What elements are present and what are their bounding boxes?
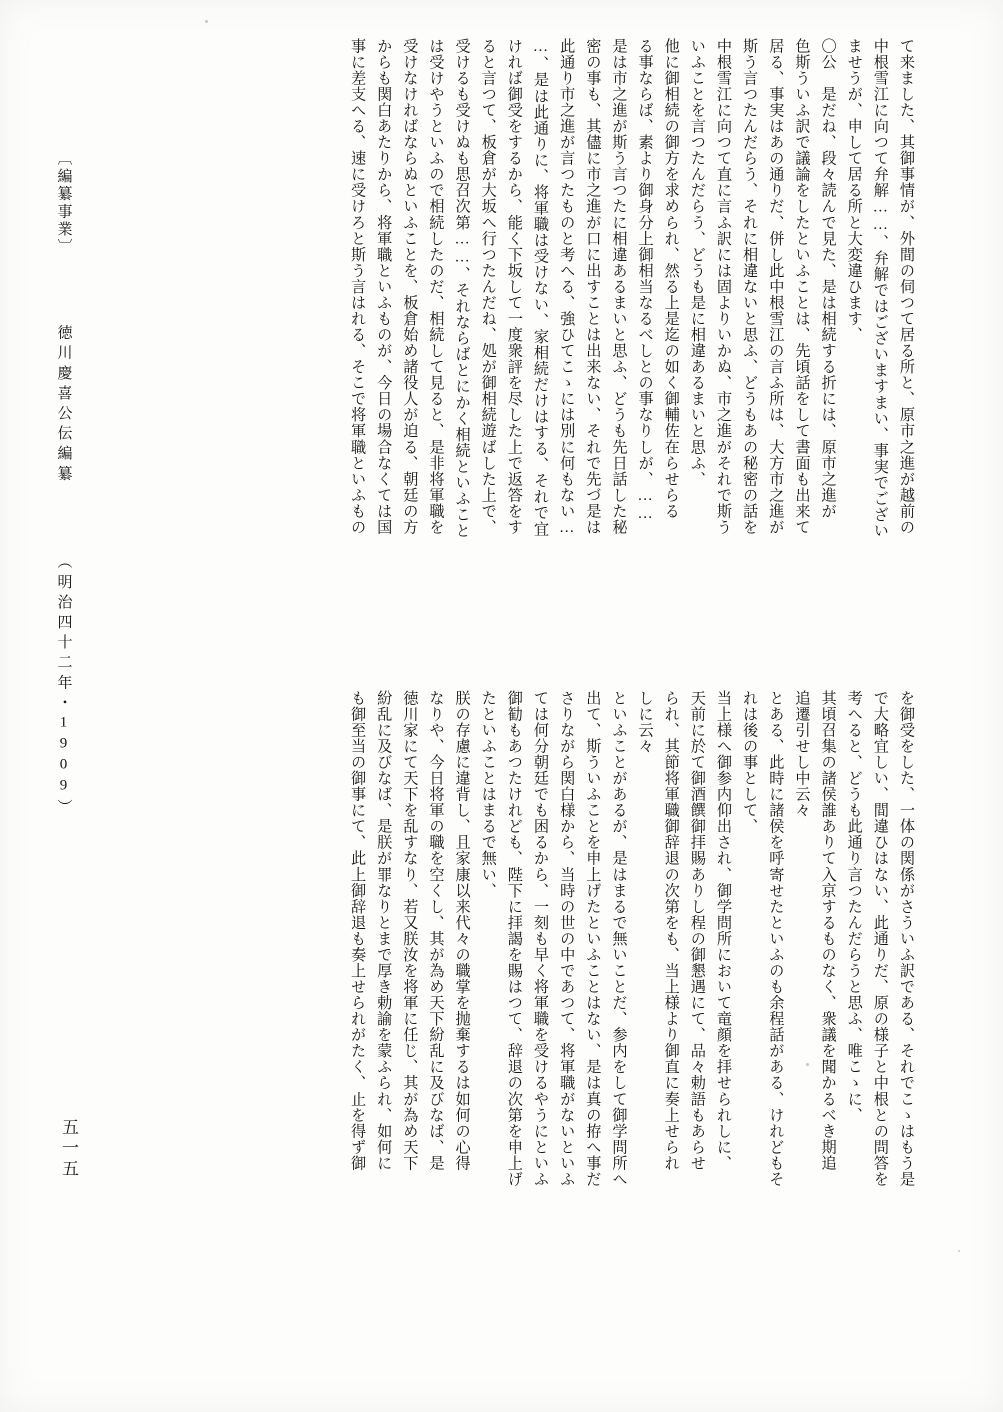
text-column: 中根雪江に向つて弁解……、弁解ではございますまい、事実でござい xyxy=(871,38,889,539)
text-column: 天前に於て御酒饌御拝賜ありし程の御懇遇にて、品々勅語もあらせ xyxy=(688,690,706,1172)
text-column: 徳川家にて天下を乱すなり、若又朕汝を将軍に任じ、其が為め天下 xyxy=(401,690,419,1172)
text-column: とある、此時に諸侯を呼寄せたといふのも余程話がある、けれどもそ xyxy=(767,690,785,1188)
text-column: 受けるも受けぬも思召次第……、それならばとにかく相続といふこと xyxy=(453,38,471,539)
text-column: ければ御受をするから、能く下坂して一度衆評を尽した上で返答をす xyxy=(505,38,523,536)
text-column: で大略宜しい、間違ひはない、此通りだ、原の様子と中根との問答を xyxy=(871,690,889,1188)
text-column: さりながら関白様から、当時の世の中であつて、将軍職がないといふ xyxy=(558,690,576,1188)
text-column: 中根雪江に向つて直に言ふ訳には固よりいかぬ、市之進がそれで斯う xyxy=(715,38,733,536)
text-column: ると言つて、板倉が大坂へ行つたんだね、処が御相続遊ばした上で、 xyxy=(479,38,497,536)
text-column: 是は市之進が斯う言つたに相違あるまいと思ふ、どうも先日話した秘 xyxy=(610,38,628,536)
text-column: 朕の存慮に違背し、且家康以来代々の職掌を抛棄するは如何の心得 xyxy=(453,690,471,1172)
text-column: ては何分朝廷でも困るから、一刻も早く将軍職を受けるやうにといふ xyxy=(532,690,550,1188)
body-text-lower xyxy=(119,690,919,1304)
scan-speck xyxy=(958,1250,960,1252)
text-column: 考へると、どうも此通り言つたんだらうと思ふ、唯こゝに、 xyxy=(845,690,863,1123)
text-column: て来ました、其御事情が、外間の伺つて居る所と、原市之進が越前の xyxy=(898,38,915,536)
text-column: なりや、今日将軍の職を空くし、其が為め天下紛乱に及びなば、是 xyxy=(427,690,445,1172)
text-column: 密の事も、其儘に市之進が口に出すことは出来ない、それで先づ是は xyxy=(584,38,602,536)
text-column: られ、其節将軍職御辞退の次第をも、当上様より御直に奏上せられ xyxy=(662,690,680,1172)
running-head-title: 徳川慶喜公伝編纂 xyxy=(55,324,72,486)
text-column: 御勧もあつたけれども、陛下に拝謁を賜はつて、辞退の次第を申上げ xyxy=(505,690,523,1188)
body-text-upper xyxy=(83,38,919,652)
text-column: 受けなければならぬといふことを、板倉始め諸役人が迫る、朝廷の方 xyxy=(401,38,419,536)
text-column: も御至当の御事にて、此上御辞退も奏上せられがたく、止を得ず御 xyxy=(349,690,367,1172)
text-column: たといふことはまるで無い、 xyxy=(479,690,497,899)
text-column: 〇公 是だね、段々読んで見た、是は相続する折には、原市之進が xyxy=(819,38,837,520)
text-column: 出て、斯ういふことを申上げたといふことはない、是は真の拵へ事だ xyxy=(584,690,602,1188)
text-column: …、是は此通りに、将軍職は受けない、家相続だけはする、それで宜 xyxy=(532,38,550,537)
text-column: 紛乱に及びなば、是朕が罪なりとまで厚き勅諭を蒙ふられ、如何に xyxy=(375,690,393,1172)
text-column: しに云々 xyxy=(636,690,654,755)
text-column: といふことがあるが、是はまるで無いことだ、参内をして御学問所へ xyxy=(610,690,628,1188)
text-column: 色斯ういふ訳で議論をしたといふことは、先頃話をして書面も出来て xyxy=(793,38,811,536)
text-column: 追遷引せし中云々 xyxy=(793,690,811,819)
text-column: ませうが、申して居る所と大変違ひます、 xyxy=(845,38,863,343)
text-column: を御受をした、一体の関係がさういふ訳である、それでこゝはもう是 xyxy=(898,690,915,1188)
text-column: れは後の事として、 xyxy=(741,690,759,835)
text-column: いふことを言つたんだらう、どうも是に相違あるまいと思ふ、 xyxy=(688,38,706,488)
scan-speck xyxy=(205,20,208,23)
page-number: 五一五 xyxy=(59,1118,78,1181)
text-column: る事ならば、素より御身分上御相当なるべしとの事なりしが、…… xyxy=(636,38,654,523)
text-column: 斯う言つたんだらう、それに相違ないと思ふ、どうもあの秘密の話を xyxy=(741,38,759,536)
text-column: からも関白あたりから、将軍職といふものが、今日の場合なくては国 xyxy=(375,38,393,536)
text-column: 居る、事実はあの通りだ、併し此中根雪江の言ふ所は、大方市之進が xyxy=(767,38,785,536)
text-column: 他に御相続の御方を求められ、然る上是迄の如く御輔佐在らせらる xyxy=(662,38,680,520)
running-head-section: 〔編纂事業〕 xyxy=(55,150,72,257)
running-head xyxy=(52,150,75,819)
text-column: 事に差支へる、速に受けろと斯う言はれる、そこで将軍職といふもの xyxy=(349,38,367,536)
text-column: 其頃召集の諸侯誰ありて入京するものなく、衆議を聞かるべき期追 xyxy=(819,690,837,1172)
text-column: は受けやうといふので相続したのだ、相続して見ると、是非将軍職を xyxy=(427,38,445,536)
text-column: 当上様へ御参内仰出され、御学問所において竜顔を拝せられしに、 xyxy=(715,690,733,1172)
running-head-date: （明治四十二年・1909） xyxy=(55,553,72,819)
text-column: 此通り市之進が言つたものと考へる、強ひてこゝには別に何もない… xyxy=(558,38,576,537)
